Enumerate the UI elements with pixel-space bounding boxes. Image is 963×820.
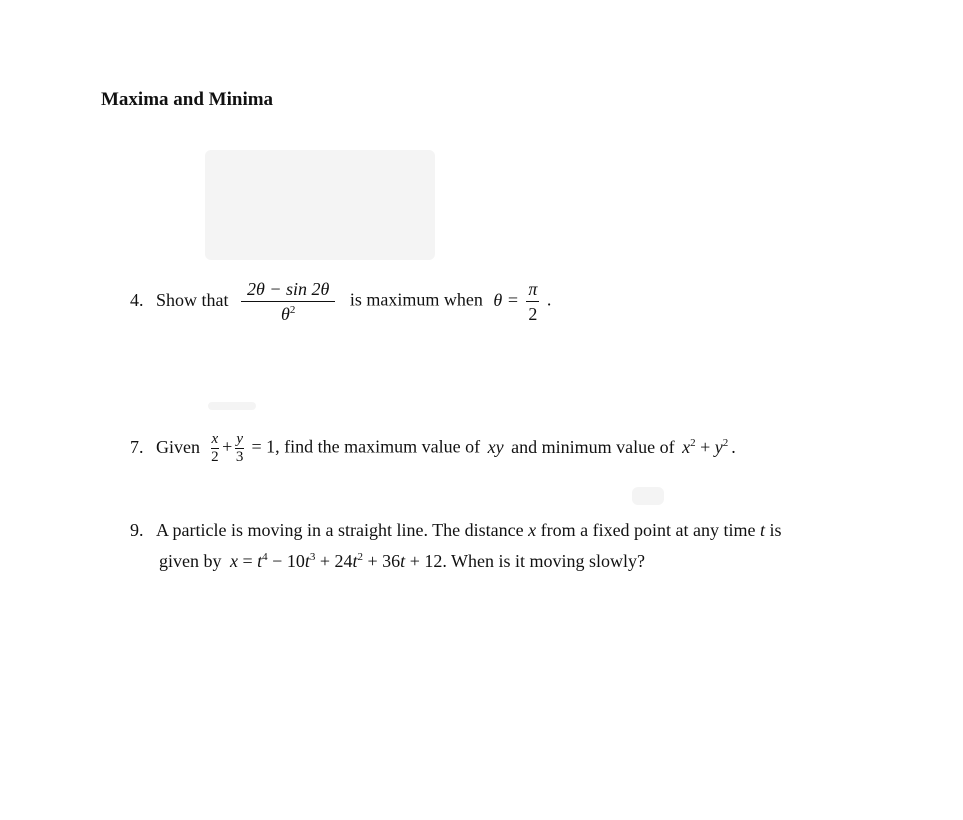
- problem-9-line-1: [130, 520, 782, 541]
- problem-text: from a fixed point at any time: [540, 520, 756, 540]
- scan-smudge: [208, 402, 256, 410]
- problem-text: = 1, find the maximum value of: [251, 436, 481, 457]
- problem-text: and minimum value of: [511, 436, 675, 457]
- problem-number: 9.: [130, 520, 144, 540]
- plus-sign: +: [222, 436, 233, 457]
- variable: xy: [487, 436, 504, 457]
- equation: $x = t^4 - 10t^3 + 24t^2 + 36t + 12$: [230, 551, 443, 571]
- variable: x: [528, 520, 537, 540]
- problem-number: 7.: [130, 436, 144, 457]
- scan-smudge: [205, 150, 435, 260]
- problem-number: 4.: [130, 289, 144, 310]
- fraction: [235, 432, 244, 465]
- period: .: [546, 289, 552, 310]
- problem-text: . When is it moving slowly?: [442, 551, 646, 571]
- problem-text: is maximum when: [349, 289, 483, 310]
- fraction-numerator: π: [526, 280, 539, 302]
- fraction-numerator: x: [211, 431, 219, 447]
- fraction: [211, 432, 220, 465]
- page-title: Maxima and Minima: [101, 89, 274, 110]
- fraction-denominator: 2: [528, 304, 538, 324]
- problem-text: A particle is moving in a straight line. The distance: [156, 520, 524, 540]
- fraction-denominator: 3: [235, 449, 244, 465]
- fraction: [241, 280, 335, 323]
- problem-text: given by: [159, 551, 222, 571]
- problem-7: [130, 432, 736, 465]
- condition-lhs: θ =: [493, 289, 519, 310]
- problem-text: Show that: [156, 289, 229, 310]
- fraction-denominator: $\theta^2$: [281, 304, 296, 324]
- problem-text: Given: [156, 436, 200, 457]
- period: .: [731, 436, 736, 457]
- fraction-denominator: 2: [211, 449, 219, 465]
- scan-smudge: [632, 487, 664, 505]
- problem-4: [130, 280, 551, 323]
- problem-9-line-2: [159, 551, 645, 572]
- fraction-numerator: 2θ − sin 2θ: [241, 280, 335, 302]
- math-expression: $x^2 + y^2$: [682, 436, 729, 457]
- problem-text: is: [769, 520, 782, 540]
- fraction: [526, 280, 539, 323]
- fraction-numerator: y: [236, 431, 243, 447]
- variable: t: [760, 520, 766, 540]
